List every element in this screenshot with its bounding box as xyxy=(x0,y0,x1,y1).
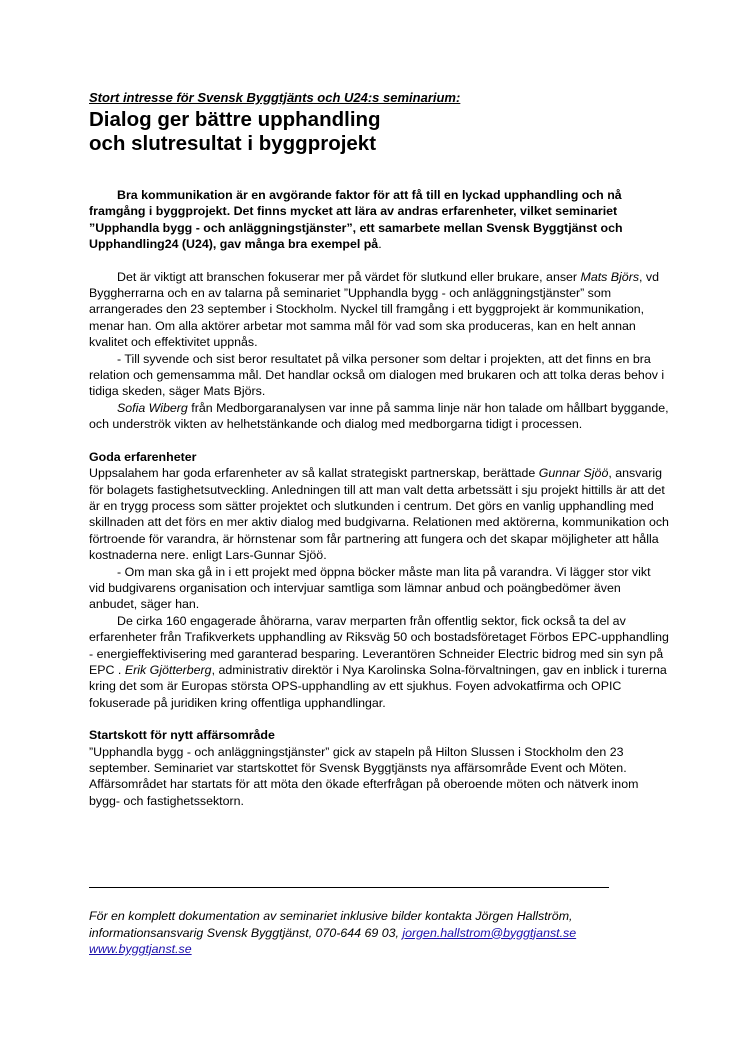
website-link[interactable]: www.byggtjanst.se xyxy=(89,942,192,956)
p3-text: från Medborgaranalysen var inne på samma linje när hon talade om hållbart byggande, och underströk vikten av helhetstänkande och dialog med medborgarna tidigt i processen. xyxy=(89,400,669,432)
lead-text: Bra kommunikation är en avgörande faktor för att få till en lyckad upphandling och nå framgång i byggprojekt. Det finns mycket att lära av andras erfarenheter, vilket seminariet ”Upphandla bygg - och anläggningstjänster”, ett samarbete mellan Svensk Byggtjänst och Upphandling24 (U24), gav många bra exempel på xyxy=(89,188,623,252)
body-paragraph-3 xyxy=(89,400,669,433)
article-headline xyxy=(89,108,669,156)
section2-paragraph-1: ”Upphandla bygg - och anläggningstjänster” gick av stapeln på Hilton Slussen i Stockholm den 23 september. Seminariet var startskottet för Svensk Byggtjänsts nya affärsområde Event och Möten. Affärsområdet har startats för att möta den ökade efterfrågan på oberoende möten och nätverk inom bygg- och fastighetssektorn. xyxy=(89,744,639,808)
footer-divider xyxy=(89,887,609,888)
s1p3-text-a: De cirka 160 engagerade åhörarna, varav merparten från offentlig sektor, fick också ta del av erfarenheter från Trafikverkets upphandling av Riksväg 50 och bostadsföretaget Förbos EPC-upphandling - energieffektivisering med garanterad besparing. Leverantören Schneider Electric bidrog med sin syn på EPC . xyxy=(89,613,669,677)
s1p1-text-a: Uppsalahem har goda erfarenheter av så kallat strategiskt partnerskap, berättade xyxy=(89,466,539,481)
p1-person-name: Mats Björs xyxy=(580,269,640,284)
footer-contact xyxy=(89,908,669,958)
footer-text: För en komplett dokumentation av seminariet inklusive bilder kontakta Jörgen Hallström, informationsansvarig Svensk Byggtjänst, 070-644 69 03, xyxy=(89,909,573,940)
headline-line-2: och slutresultat i byggprojekt xyxy=(89,132,377,155)
body-paragraph-2: - Till syvende och sist beror resultatet på vilka personer som deltar i projekten, att det finns en bra relation och gemensamma mål. Det handlar också om dialogen med brukaren och att tolka deras behov i tidiga skeden, säger Mats Björs. xyxy=(89,351,665,399)
section-heading-goda-erfarenheter: Goda erfarenheter xyxy=(89,449,197,464)
p3-person-name: Sofia Wiberg xyxy=(117,400,188,415)
s1p1-text-b: , ansvarig för bolagets fastighetsutveckling. Anledningen till att man valt detta arbetssätt i sju projekt hittills är att det är en trygg process som sätter projektet och slutkunden i centrum. Det görs en vanlig upphandling med skillnaden att det förs en mer aktiv dialog med budgivarna. Relationen med aktörerna, kommunikation och förtroende för varandra, är hörnstenar som får partnering att fungera och det skapar möjligheter att hålla kostnaderna nere. enligt Lars-Gunnar Sjöö. xyxy=(89,466,669,563)
s1p3-text-b: , administrativ direktör i Nya Karolinska Solna-förvaltningen, gav en inblick i turerna kring det som är Europas största OPS-upphandling av ett sjukhus. Foyen advokatfirma och OPIC fokuserade på juridiken kring offentliga upphandlingar. xyxy=(89,662,667,710)
lead-end: . xyxy=(378,237,382,252)
s1p3-person-name: Erik Gjötterberg xyxy=(124,662,212,677)
section1-paragraph-1 xyxy=(89,465,669,563)
email-link[interactable]: jorgen.hallstrom@byggtjanst.se xyxy=(402,925,577,940)
p1-text-a: Det är viktigt att branschen fokuserar mer på värdet för slutkund eller brukare, anser xyxy=(117,269,581,284)
section-heading-startskott: Startskott för nytt affärsområde xyxy=(89,728,275,743)
body-paragraph-1 xyxy=(89,269,669,351)
section1-paragraph-3 xyxy=(89,613,669,711)
p1-text-b: , vd Byggherrarna och en av talarna på seminariet ”Upphandla bygg - och anläggningstjänster” som arrangerades den 23 september i Stockholm. Nyckel till framgång i ett byggprojekt är kommunikation, menar han. Om alla aktörer arbetar mot samma mål för vad som ska produceras, kan en helt annan kvalitet och effektivitet uppnås. xyxy=(89,269,660,350)
article xyxy=(89,90,669,809)
article-kicker: Stort intresse för Svensk Byggtjänts och U24:s seminarium: xyxy=(89,90,461,105)
headline-line-1: Dialog ger bättre upphandling xyxy=(89,108,381,131)
s1p1-person-name: Gunnar Sjöö xyxy=(538,466,609,481)
lead-paragraph xyxy=(89,187,669,253)
section1-paragraph-2: - Om man ska gå in i ett projekt med öppna böcker måste man lita på varandra. Vi lägger stor vikt vid budgivarens organisation och intervjuar samtliga som lämnar anbud och poängbedömer även anbudet, säger han. xyxy=(89,564,651,612)
